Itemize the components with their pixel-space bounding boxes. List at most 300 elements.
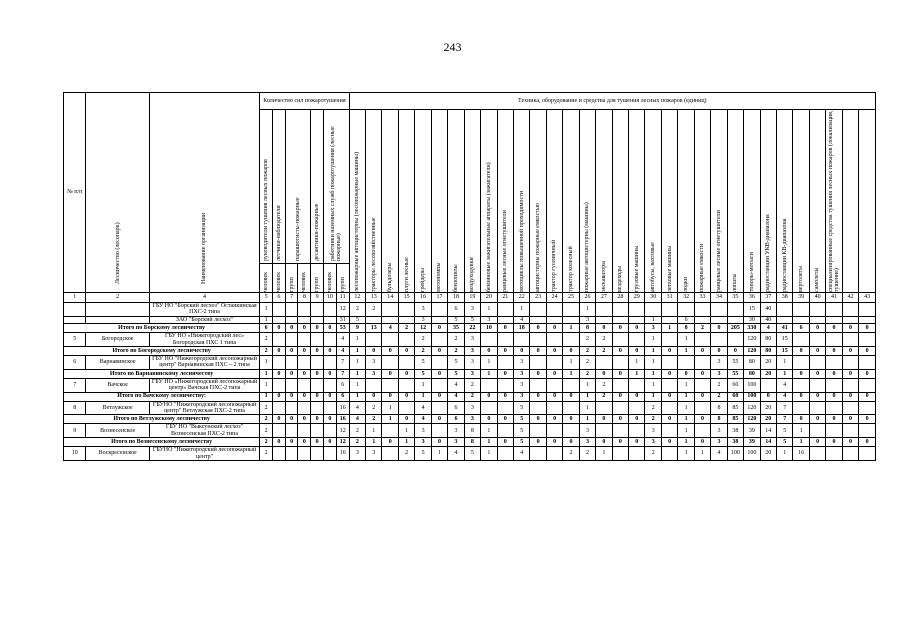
value-cell [497, 333, 513, 347]
value-cell: 0 [826, 324, 842, 333]
header-equipment-sub-text: бензопилы [452, 264, 459, 292]
value-cell: 6 [448, 401, 464, 415]
value-cell: 0 [711, 324, 727, 333]
value-cell: 0 [694, 392, 710, 401]
value-cell: 3 [464, 333, 480, 347]
value-cell [826, 401, 842, 415]
value-cell [826, 378, 842, 392]
value-cell [530, 333, 546, 347]
value-cell: 1 [563, 369, 579, 378]
value-cell: 12 [336, 303, 349, 317]
value-cell: 20 [760, 447, 776, 461]
value-cell: 1 [776, 356, 792, 370]
value-cell: 1 [398, 438, 414, 447]
header-equipment-sub-text: автобусы, вахтовые [650, 242, 657, 292]
value-cell: 3 [481, 316, 497, 323]
value-cell [546, 447, 562, 461]
value-cell: 12 [415, 324, 431, 333]
value-cell: 1 [260, 369, 273, 378]
value-cell: 16 [793, 447, 809, 461]
total-label: Итого по Варнавинскому лесничеству [64, 369, 260, 378]
value-cell: 1 [661, 324, 677, 333]
value-cell: 38 [727, 438, 743, 447]
value-cell: 1 [678, 415, 694, 424]
value-cell: 0 [563, 347, 579, 356]
column-number: 30 [645, 293, 661, 303]
column-number: 23 [530, 293, 546, 303]
value-cell: 4 [711, 447, 727, 461]
column-number: 17 [431, 293, 447, 303]
value-cell: 4 [349, 415, 365, 424]
value-cell: 1 [579, 392, 595, 401]
value-cell: 0 [530, 392, 546, 401]
value-cell: 7 [776, 415, 792, 424]
row-number: 9 [64, 424, 86, 438]
value-cell: 1 [260, 303, 273, 317]
value-cell: 6 [336, 392, 349, 401]
value-cell: 2 [260, 347, 273, 356]
row-forestry [86, 303, 149, 317]
value-cell: 0 [398, 392, 414, 401]
header-equipment-sub-text: вездеходы [617, 265, 624, 292]
value-cell: 3 [464, 401, 480, 415]
value-cell: 5 [513, 415, 529, 424]
value-cell [793, 356, 809, 370]
value-cell: 0 [661, 347, 677, 356]
row-forestry: Богородское [86, 333, 149, 347]
value-cell [859, 424, 876, 438]
value-cell: 1 [645, 392, 661, 401]
value-cell: 1 [678, 378, 694, 392]
value-cell: 16 [336, 447, 349, 461]
value-cell: 0 [546, 347, 562, 356]
value-cell: 1 [678, 392, 694, 401]
total-label: Итого по Вознесенскому лесничеству [64, 438, 260, 447]
value-cell: 1 [349, 347, 365, 356]
value-cell: 1 [563, 356, 579, 370]
column-number: 41 [826, 293, 842, 303]
header-staff-sub-text: работники наземных служб пожаротушения (лесные пожарные) [330, 126, 343, 262]
value-cell [546, 303, 562, 317]
column-number: 34 [711, 293, 727, 303]
value-cell: 39 [744, 438, 760, 447]
header-equipment-sub [530, 110, 546, 293]
column-number: 11 [336, 293, 349, 303]
value-cell: 39 [744, 424, 760, 438]
table-row [64, 378, 876, 392]
value-cell [497, 401, 513, 415]
header-equipment-sub-text: бульдозеры [387, 262, 394, 292]
value-cell: 0 [546, 438, 562, 447]
value-cell: 4 [382, 324, 398, 333]
value-cell: 0 [497, 415, 513, 424]
value-cell: 40 [760, 303, 776, 317]
value-cell: 1 [678, 438, 694, 447]
value-cell: 1 [260, 356, 273, 370]
row-forestry: Ветлужское [86, 401, 149, 415]
row-organization: ГБУНО "Нижегородский лесопожарный центр" Ветлужская ПХС-2 типа [149, 401, 259, 415]
total-label: Итого по Богородскому лесничеству [64, 347, 260, 356]
value-cell [809, 333, 825, 347]
value-cell: 3 [579, 438, 595, 447]
value-cell [311, 333, 324, 347]
value-cell: 0 [727, 347, 743, 356]
value-cell: 0 [311, 369, 324, 378]
header-unit [298, 263, 311, 292]
value-cell: 1 [260, 378, 273, 392]
value-cell [859, 401, 876, 415]
header-equipment-sub [382, 110, 398, 293]
value-cell [382, 447, 398, 461]
value-cell [398, 378, 414, 392]
value-cell: 0 [793, 392, 809, 401]
value-cell [382, 356, 398, 370]
value-cell: 1 [349, 356, 365, 370]
header-unit [324, 263, 337, 292]
value-cell [563, 401, 579, 415]
value-cell [809, 447, 825, 461]
value-cell: 0 [530, 347, 546, 356]
header-equipment-sub [793, 110, 809, 293]
value-cell: 0 [842, 392, 858, 401]
value-cell: 0 [661, 392, 677, 401]
value-cell: 1 [398, 424, 414, 438]
value-cell [272, 378, 285, 392]
value-cell [366, 378, 382, 392]
header-equipment-sub-text: топоры-мотыги [748, 252, 755, 292]
value-cell [826, 424, 842, 438]
column-number: 33 [694, 293, 710, 303]
value-cell [563, 316, 579, 323]
column-number: 22 [513, 293, 529, 303]
value-cell: 14 [760, 424, 776, 438]
value-cell: 0 [809, 415, 825, 424]
value-cell [546, 356, 562, 370]
value-cell: 80 [744, 369, 760, 378]
header-equipment-sub-text: самолеты [814, 267, 821, 292]
header-staff-sub [260, 110, 273, 264]
header-unit [285, 263, 298, 292]
header-equipment-sub-text: ранцевые лесные огнетушители [715, 210, 722, 292]
value-cell: 1 [481, 447, 497, 461]
value-cell: 4 [336, 333, 349, 347]
value-cell: 20 [760, 415, 776, 424]
value-cell: 0 [842, 324, 858, 333]
value-cell: 1 [694, 447, 710, 461]
value-cell: 0 [311, 415, 324, 424]
header-unit-text: групп [314, 276, 321, 292]
value-cell: 0 [272, 324, 285, 333]
row-number: 10 [64, 447, 86, 461]
value-cell [546, 401, 562, 415]
value-cell: 0 [859, 369, 876, 378]
value-cell: 0 [311, 324, 324, 333]
value-cell: 2 [349, 424, 365, 438]
value-cell: 0 [530, 438, 546, 447]
value-cell: 41 [776, 324, 792, 333]
value-cell: 7 [336, 356, 349, 370]
value-cell: 3 [513, 392, 529, 401]
value-cell: 0 [826, 392, 842, 401]
value-cell: 0 [272, 415, 285, 424]
value-cell: 4 [415, 415, 431, 424]
value-cell [596, 316, 612, 323]
table-row [64, 447, 876, 461]
value-cell: 1 [481, 356, 497, 370]
value-cell [859, 303, 876, 317]
value-cell: 1 [366, 438, 382, 447]
header-unit-text: человек [275, 271, 282, 292]
value-cell: 8 [711, 401, 727, 415]
header-equipment-sub [776, 110, 792, 293]
column-number: 4 [149, 293, 259, 303]
value-cell [612, 333, 628, 347]
value-cell: 100 [744, 378, 760, 392]
value-cell [694, 401, 710, 415]
header-equipment-sub-text: лодки [682, 277, 689, 292]
value-cell [298, 356, 311, 370]
value-cell: 2 [260, 401, 273, 415]
column-number: 19 [464, 293, 480, 303]
value-cell [694, 316, 710, 323]
value-cell: 1 [579, 401, 595, 415]
value-cell: 2 [260, 447, 273, 461]
value-cell [776, 303, 792, 317]
value-cell [382, 378, 398, 392]
value-cell: 2 [260, 333, 273, 347]
header-equipment-sub [859, 110, 876, 293]
value-cell [324, 333, 337, 347]
value-cell: 330 [744, 324, 760, 333]
value-cell [563, 424, 579, 438]
header-equipment-sub-text: лопаты [732, 273, 739, 292]
value-cell: 55 [727, 356, 743, 370]
value-cell [842, 447, 858, 461]
value-cell: 0 [324, 347, 337, 356]
header-equipment-sub-text: тракторы лесохозяйственные [370, 217, 377, 292]
header-equipment-sub [349, 110, 365, 293]
value-cell: 2 [415, 347, 431, 356]
value-cell: 0 [530, 369, 546, 378]
value-cell: 0 [546, 369, 562, 378]
header-unit-text: групп [288, 276, 295, 292]
value-cell: 1 [260, 316, 273, 323]
value-cell: 2 [711, 392, 727, 401]
value-cell [398, 356, 414, 370]
header-equipment-sub [727, 110, 743, 293]
value-cell: 0 [629, 438, 645, 447]
value-cell: 3 [711, 356, 727, 370]
total-label: Итого по Борскому лесничеству [64, 324, 260, 333]
value-cell [431, 303, 447, 317]
value-cell: 4 [776, 378, 792, 392]
column-number: 15 [398, 293, 414, 303]
value-cell [661, 424, 677, 438]
value-cell [324, 303, 337, 317]
value-cell: 1 [645, 347, 661, 356]
value-cell [793, 401, 809, 415]
value-cell: 5 [448, 316, 464, 323]
value-cell: 0 [481, 347, 497, 356]
total-row [64, 392, 876, 401]
value-cell: 3 [464, 356, 480, 370]
value-cell [661, 401, 677, 415]
value-cell: 205 [727, 324, 743, 333]
value-cell: 3 [415, 316, 431, 323]
value-cell [298, 316, 311, 323]
row-number: 8 [64, 401, 86, 415]
header-equipment-sub [809, 110, 825, 293]
value-cell [678, 356, 694, 370]
value-cell: 15 [744, 303, 760, 317]
value-cell [694, 356, 710, 370]
value-cell [859, 447, 876, 461]
row-organization: ГБУ НО "Борский лесхоз" Останкинская ПХС-2 типа [149, 303, 259, 317]
value-cell: 3 [711, 369, 727, 378]
value-cell [272, 447, 285, 461]
header-equipment-sub-text: пожарные автоцистерны (машины) [584, 202, 591, 292]
value-cell: 1 [776, 447, 792, 461]
value-cell [324, 316, 337, 323]
value-cell [661, 447, 677, 461]
value-cell: 0 [596, 415, 612, 424]
header-equipment-sub-text: автоцистерны пожарные емкостью [535, 202, 542, 292]
header-equipment-sub-text: специализированные средства тушения лесных пожаров (локализация, тушение) [827, 110, 841, 292]
value-cell: 0 [366, 347, 382, 356]
value-cell [324, 447, 337, 461]
value-cell: 3 [415, 424, 431, 438]
value-cell: 0 [497, 324, 513, 333]
value-cell: 80 [744, 356, 760, 370]
header-equipment-sub [415, 110, 431, 293]
row-number [64, 303, 86, 317]
value-cell [481, 378, 497, 392]
value-cell: 5 [415, 447, 431, 461]
column-number: 7 [285, 293, 298, 303]
header-staff-sub [324, 110, 350, 264]
value-cell [694, 303, 710, 317]
value-cell: 0 [826, 369, 842, 378]
value-cell: 18 [513, 324, 529, 333]
value-cell: 2 [448, 333, 464, 347]
row-forestry: Вачское [86, 378, 149, 392]
header-equipment-sub-text: вертолеты [798, 265, 805, 292]
header-equipment-sub-text: пожарные емкости [699, 244, 706, 292]
header-org [149, 93, 259, 293]
table-row [64, 356, 876, 370]
value-cell: 0 [431, 438, 447, 447]
value-cell [563, 303, 579, 317]
table-row [64, 316, 876, 323]
value-cell: 0 [285, 392, 298, 401]
value-cell: 60 [727, 392, 743, 401]
column-number: 29 [629, 293, 645, 303]
table-row [64, 303, 876, 317]
value-cell: 0 [629, 324, 645, 333]
value-cell: 0 [431, 324, 447, 333]
value-cell: 2 [596, 333, 612, 347]
value-cell: 2 [448, 347, 464, 356]
value-cell: 15 [776, 333, 792, 347]
value-cell: 0 [324, 392, 337, 401]
value-cell: 8 [678, 324, 694, 333]
value-cell: 0 [842, 369, 858, 378]
value-cell: 5 [464, 447, 480, 461]
value-cell [809, 356, 825, 370]
header-equipment-sub-text: трактор колесный [567, 246, 574, 292]
value-cell: 22 [464, 324, 480, 333]
row-organization: ГБУ НО «Нижегородский лесопожарный центр» Вачская ПХС-2 типа [149, 378, 259, 392]
value-cell: 5 [776, 438, 792, 447]
value-cell [629, 316, 645, 323]
value-cell: 0 [859, 392, 876, 401]
value-cell: 1 [481, 369, 497, 378]
value-cell: 2 [563, 447, 579, 461]
value-cell [431, 378, 447, 392]
value-cell: 2 [349, 438, 365, 447]
value-cell: 3 [448, 424, 464, 438]
value-cell [546, 316, 562, 323]
header-equipment-sub [579, 110, 595, 293]
column-number-row [64, 293, 876, 303]
column-number: 26 [579, 293, 595, 303]
value-cell: 0 [497, 392, 513, 401]
header-equipment-sub [398, 110, 414, 293]
row-organization: ГБУ НО "Выксунский лесхоз" Вознесенская ПХС-2 типа [149, 424, 259, 438]
header-equipment-sub-text: бензиновые зажигательные аппараты (зажигатели) [485, 162, 492, 292]
column-number: 27 [596, 293, 612, 303]
value-cell: 0 [530, 415, 546, 424]
value-cell [298, 424, 311, 438]
header-equipment-sub-text: легковые машины [666, 245, 673, 292]
value-cell [431, 316, 447, 323]
value-cell: 0 [311, 438, 324, 447]
value-cell: 1 [349, 378, 365, 392]
value-cell [530, 424, 546, 438]
value-cell [272, 303, 285, 317]
value-cell: 5 [513, 401, 529, 415]
value-cell: 31 [336, 316, 349, 323]
value-cell [530, 316, 546, 323]
value-cell: 1 [579, 378, 595, 392]
value-cell: 6 [336, 378, 349, 392]
value-cell [629, 333, 645, 347]
value-cell: 0 [793, 415, 809, 424]
column-number: 13 [366, 293, 382, 303]
row-number: 6 [64, 356, 86, 370]
value-cell: 1 [481, 424, 497, 438]
value-cell: 100 [744, 447, 760, 461]
value-cell [530, 356, 546, 370]
value-cell: 0 [612, 369, 628, 378]
value-cell: 4 [448, 447, 464, 461]
value-cell: 3 [366, 447, 382, 461]
value-cell [793, 303, 809, 317]
value-cell: 1 [349, 392, 365, 401]
value-cell: 60 [727, 378, 743, 392]
value-cell [629, 378, 645, 392]
value-cell: 0 [694, 347, 710, 356]
value-cell: 2 [711, 378, 727, 392]
value-cell [398, 333, 414, 347]
value-cell: 0 [629, 392, 645, 401]
column-number: 9 [311, 293, 324, 303]
value-cell: 1 [678, 424, 694, 438]
value-cell [497, 447, 513, 461]
value-cell [431, 333, 447, 347]
column-number: 38 [776, 293, 792, 303]
value-cell [398, 316, 414, 323]
